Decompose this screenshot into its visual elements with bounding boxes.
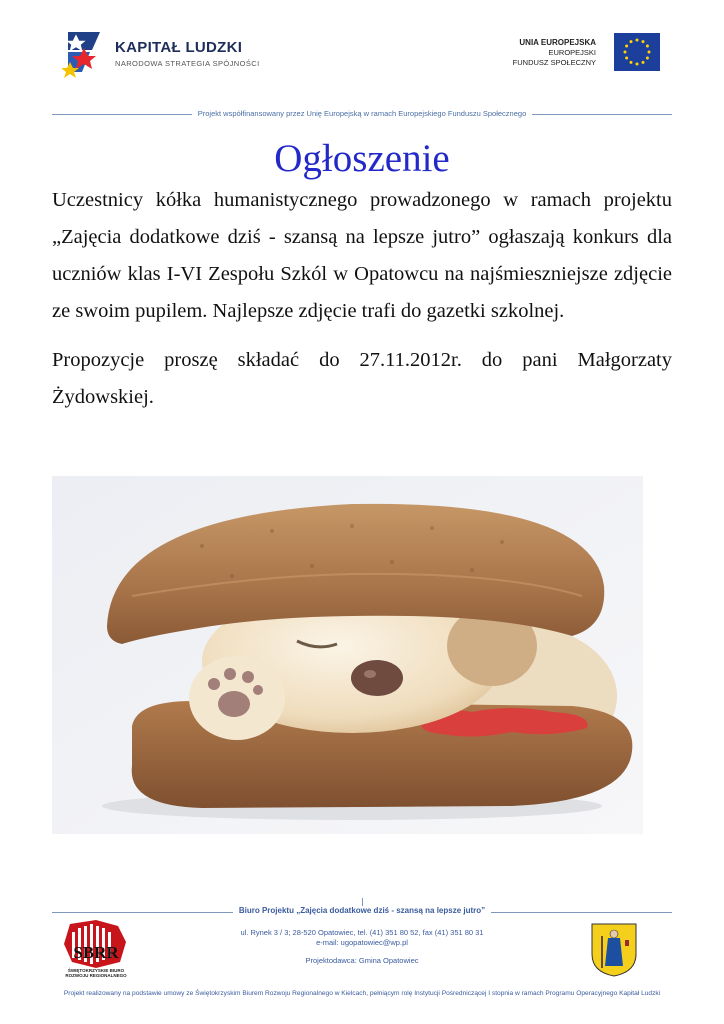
footer-email: e-mail: ugopatowiec@wp.pl (316, 938, 408, 947)
eu-flag-icon (614, 33, 660, 71)
sbrr-caption-1: ŚWIĘTOKRZYSKIE BIURO (67, 968, 125, 973)
kapital-ludzki-title: KAPITAŁ LUDZKI (115, 39, 243, 56)
eu-line-3: FUNDUSZ SPOŁECZNY (512, 58, 596, 67)
footer-beneficiary: Projektodawca: Gmina Opatowiec (305, 956, 419, 965)
sbrr-caption (60, 968, 132, 978)
footer-address: ul. Rynek 3 / 3; 28-520 Opatowiec, tel. (41) 351 80 52, fax (41) 351 80 31 (240, 928, 484, 937)
cofinanced-note (0, 109, 724, 118)
paragraph-announcement: Uczestnicy kółka humanistycznego prowadzonego w ramach projektu „Zajęcia dodatkowe dziś - szansą na lepsze jutro” ogłaszają konkurs dla uczniów klas I-VI Zespołu Szkól w Opatowcu na najśmieszniejsze zdjęcie ze swoim pupilem. Najlepsze zdjęcie trafi do gazetki szkolnej. (52, 189, 672, 322)
eu-text-block (513, 37, 596, 68)
cofinanced-text: Projekt współfinansowany przez Unię Europejską w ramach Europejskiego Funduszu Społecznego (192, 109, 533, 118)
eu-line-2: EUROPEJSKI (548, 48, 596, 57)
puppy-sandwich-photo (52, 476, 643, 834)
sbrr-caption-2: ROZWOJU REGIONALNEGO (65, 973, 127, 978)
footer-office-text: Biuro Projektu „Zajęcia dodatkowe dziś - szansą na lepsze jutro” (233, 906, 491, 915)
opatowiec-coat-of-arms (590, 922, 638, 978)
paragraph-deadline: Propozycje proszę składać do 27.11.2012r. do pani Małgorzaty Żydowskiej. (52, 349, 672, 408)
page-title: Ogłoszenie (274, 137, 450, 180)
eu-line-1: UNIA EUROPEJSKA (519, 38, 596, 47)
sbrr-logo-text: SBRR (73, 943, 119, 962)
footer-office (0, 906, 724, 915)
footer-note: Projekt realizowany na podstawie umowy ze Świętokrzyskim Biurem Rozwoju Regionalnego w Kielcach, pełniącym rolę Instytucji Pośredniczącej I stopnia w ramach Programu Operacyjnego Kapitał Ludzki (63, 990, 661, 997)
kapital-ludzki-subtitle: NARODOWA STRATEGIA SPÓJNOŚCI (115, 59, 260, 68)
